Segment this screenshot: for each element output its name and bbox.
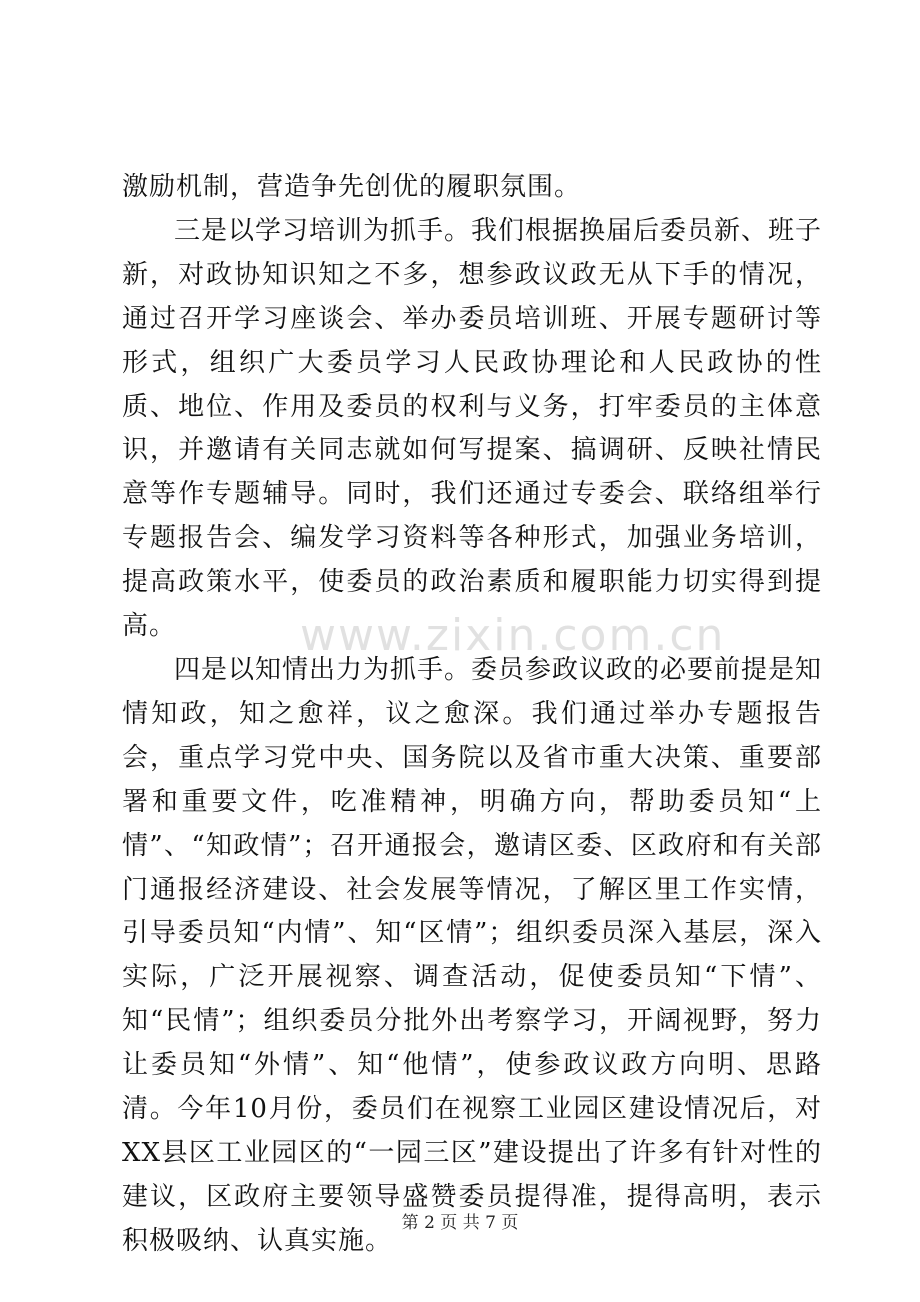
page-number-footer: 第 2 页 共 7 页 xyxy=(401,1213,519,1233)
document-body xyxy=(122,166,822,1264)
paragraph-study-training: 三是以学习培训为抓手。我们根据换届后委员新、班子新，对政协知识知之不多，想参政议政无从下手的情况，通过召开学习座谈会、举办委员培训班、开展专题研讨等形式，组织广大委员学习人民政协理论和人民政协的性质、地位、作用及委员的权利与义务，打牢委员的主体意识，并邀请有关同志就如何写提案、搞调研、反映社情民意等作专题辅导。同时，我们还通过专委会、联络组举行专题报告会、编发学习资料等各种形式，加强业务培训，提高政策水平，使委员的政治素质和履职能力切实得到提高。 xyxy=(122,215,823,642)
paragraph-informed-contribution: 四是以知情出力为抓手。委员参政议政的必要前提是知情知政，知之愈祥，议之愈深。我们通过举办专题报告会，重点学习党中央、国务院以及省市重大决策、重要部署和重要文件，吃准精神，明确方向，帮助委员知“上情”、“知政情”；召开通报会，邀请区委、区政府和有关部门通报经济建设、社会发展等情况，了解区里工作实情，引导委员知“内情”、知“区情”；组织委员深入基层，深入实际，广泛开展视察、调查活动，促使委员知“下情”、知“民情”；组织委员分批外出考察学习，开阔视野，努力让委员知“外情”、知“他情”，使参政议政方向明、思路清。今年10月份，委员们在视察工业园区建设情况后，对XX县区工业园区的“一园三区”建设提出了许多有针对性的建议，区政府主要领导盛赞委员提得准，提得高明，表示积极吸纳、认真实施。 xyxy=(122,654,823,1256)
watermark: www.zixin.com.cn xyxy=(300,610,726,661)
paragraph-continuation: 激励机制，营造争先创优的履职氛围。 xyxy=(122,172,582,202)
